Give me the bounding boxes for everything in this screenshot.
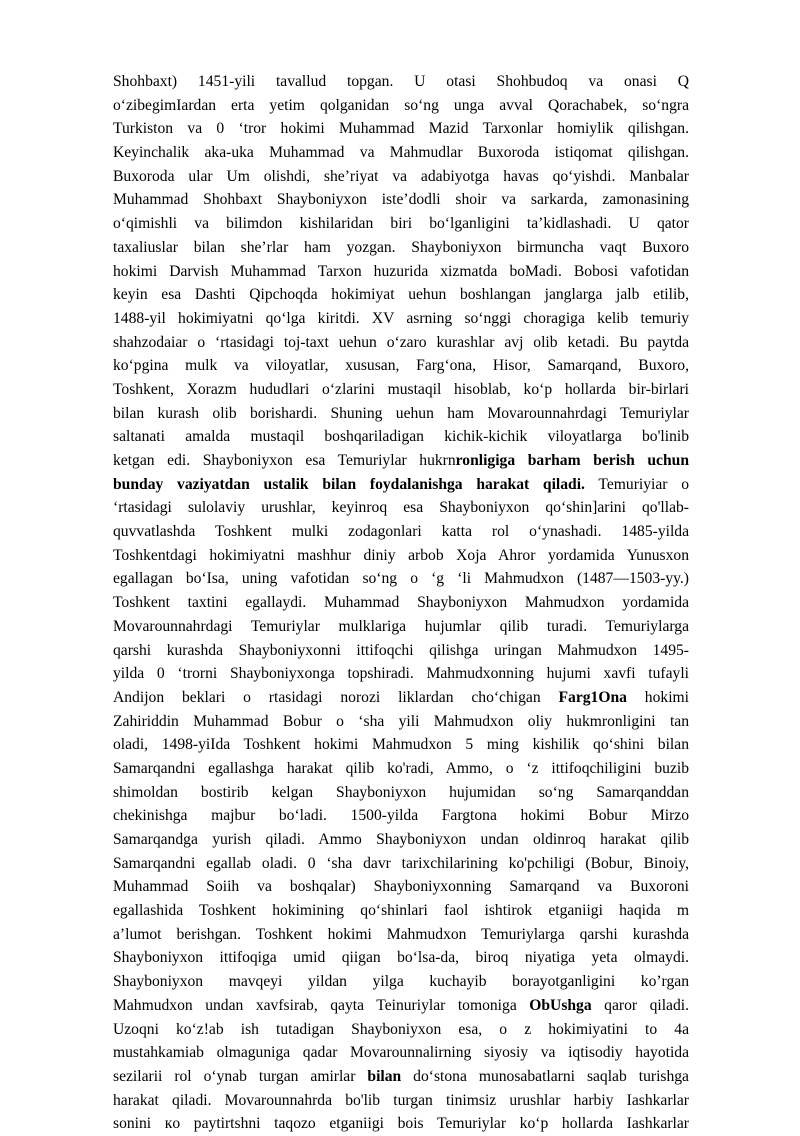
text-line bbox=[113, 544, 689, 568]
text-run: sezilarii rol o‘ynab turgan amirlar bbox=[113, 1067, 368, 1085]
document-body bbox=[113, 70, 689, 1136]
text-run: Mahmudxon undan xavfsirab, qayta Teinuriylar tomoniga bbox=[113, 996, 530, 1014]
text-line bbox=[113, 615, 689, 639]
bold-text: bilan bbox=[367, 1067, 402, 1085]
text-run: ‘rtasidagi sulolaviy urushlar, keyinroq esa Shayboniyxon qo‘shin]arini qo'llab- bbox=[113, 499, 689, 517]
text-line bbox=[113, 567, 689, 591]
text-run: Toshkentdagi hokimiyatni mashhur diniy arbob Xoja Ahror yordamida Yunusxon bbox=[113, 546, 689, 564]
text-run: Keyinchalik aka-uka Muhammad va Mahmudlar Buxoroda istiqomat qilishgan. bbox=[113, 144, 689, 162]
text-line bbox=[113, 141, 689, 165]
text-run: ko‘pgina mulk va viloyatlar, xususan, Farg‘ona, Hisor, Samarqand, Buxoro, bbox=[113, 357, 689, 375]
text-line bbox=[113, 212, 689, 236]
text-line bbox=[113, 852, 689, 876]
text-run: do‘stona munosabatlarni saqlab turishga bbox=[401, 1067, 689, 1085]
text-line bbox=[113, 639, 689, 663]
text-line bbox=[113, 994, 689, 1018]
text-line bbox=[113, 662, 689, 686]
text-run: egallagan bo‘Isa, uning vafotidan so‘ng o ‘g ‘li Mahmudxon (1487—1503-yy.) bbox=[113, 570, 689, 588]
text-line bbox=[113, 757, 689, 781]
text-run: Shayboniyxon mavqeyi yildan yilga kuchayib borayotganligini ko’rgan bbox=[113, 973, 689, 991]
text-line bbox=[113, 117, 689, 141]
text-line bbox=[113, 94, 689, 118]
text-run: yilda 0 ‘trorni Shayboniyxonga topshiradi. Mahmudxonning hujumi xavfi tufayli bbox=[113, 665, 689, 683]
text-run: Uzoqni ko‘z!ab ish tutadigan Shayboniyxon esa, o z hokimiyatini to 4a bbox=[113, 1020, 689, 1038]
text-line bbox=[113, 970, 689, 994]
text-line bbox=[113, 828, 689, 852]
text-line bbox=[113, 1041, 689, 1065]
text-run: quvvatlashda Toshkent mulki zodagonlari katta rol o‘ynashadi. 1485-yilda bbox=[113, 523, 689, 541]
text-line bbox=[113, 946, 689, 970]
text-run: ketgan edi. Shayboniyxon esa Temuriylar hukrn bbox=[113, 452, 456, 469]
text-run: Turkiston va 0 ‘tror hokimi Muhammad Mazid Tarxonlar homiylik qilishgan. bbox=[113, 120, 689, 138]
text-line bbox=[113, 733, 689, 757]
bold-text: ronligiga barham berish uchun bbox=[455, 452, 689, 469]
text-line bbox=[113, 473, 689, 497]
text-line bbox=[113, 70, 689, 94]
text-run: Andijon beklari o rtasidagi norozi liklardan cho‘chigan bbox=[113, 688, 559, 706]
text-line bbox=[113, 804, 689, 828]
text-run: taxaliuslar bilan she’rlar ham yozgan. Shayboniyxon birmuncha vaqt Buxoro bbox=[113, 238, 689, 256]
text-line bbox=[113, 1112, 689, 1136]
text-line bbox=[113, 425, 689, 449]
text-run: Samarqandga yurish qiladi. Ammo Shayboniyxon undan oldinroq harakat qilib bbox=[113, 831, 689, 848]
text-line bbox=[113, 899, 689, 923]
text-line bbox=[113, 283, 689, 307]
bold-text: ObUshga bbox=[529, 996, 592, 1014]
text-run: bilan kurash olib borishardi. Shuning uehun ham Movarounnahrdagi Temuriylar bbox=[113, 404, 689, 422]
text-run: a’lumot berishgan. Toshkent hokimi Mahmudxon Temuriylarga qarshi kurashda bbox=[113, 925, 689, 943]
text-run: qarshi kurashda Shayboniyxonni ittifoqchi qilishga uringan Mahmudxon 1495- bbox=[113, 641, 689, 659]
text-run: mustahkamiab olmaguniga qadar Movarounnalirning siyosiy va iqtisodiy hayotida bbox=[113, 1044, 689, 1062]
text-run: Muhammad Shohbaxt Shayboniyxon iste’dodli shoir va sarkarda, zamonasining bbox=[113, 191, 689, 209]
text-run: hokimi bbox=[626, 688, 689, 706]
text-run: Temuriyiar o bbox=[584, 475, 689, 493]
text-run: shimoldan bostirib kelgan Shayboniyxon hujumidan so‘ng Samarqanddan bbox=[113, 783, 689, 801]
text-line bbox=[113, 449, 689, 473]
text-run: keyin esa Dashti Qipchoqda hokimiyat uehun boshlangan janglarga jalb etilib, bbox=[113, 286, 689, 304]
text-line bbox=[113, 1065, 689, 1089]
text-run: shahzodaiar o ‘rtasidagi toj-taxt uehun o‘zaro kurashlar avj olib ketadi. Bu paytda bbox=[113, 333, 689, 351]
text-line bbox=[113, 236, 689, 260]
text-line bbox=[113, 923, 689, 947]
text-line bbox=[113, 1018, 689, 1042]
text-line bbox=[113, 307, 689, 331]
text-run: Movarounnahrdagi Temuriylar mulklariga hujumlar qilib turadi. Temuriylarga bbox=[113, 617, 689, 635]
text-run: Toshkent, Xorazm hududlari o‘zlarini mustaqil hisoblab, ko‘p hollarda bir-birlari bbox=[113, 380, 689, 398]
text-run: chekinishga majbur bo‘ladi. 1500-yilda Fargtona hokimi Bobur Mirzo bbox=[113, 807, 689, 825]
text-run: Zahiriddin Muhammad Bobur o ‘sha yili Mahmudxon oliy hukmronligini tan bbox=[113, 712, 689, 730]
text-line bbox=[113, 331, 689, 355]
text-run: Samarqandni egallab oladi. 0 ‘sha davr tarixchilarining ko'pchiligi (Bobur, Binoiy, bbox=[113, 854, 689, 872]
text-run: Buxoroda ular Um olishdi, she’riyat va adabiyotga havas qo‘yishdi. Manbalar bbox=[113, 167, 689, 185]
text-line bbox=[113, 875, 689, 899]
text-line bbox=[113, 1089, 689, 1113]
text-line bbox=[113, 710, 689, 734]
text-run: Muhammad Soiih va boshqalar) Shayboniyxonning Samarqand va Buxoroni bbox=[113, 878, 689, 896]
text-line bbox=[113, 402, 689, 426]
text-line bbox=[113, 520, 689, 544]
text-run: egallashida Toshkent hokimining qo‘shinlari faol ishtirok etganiigi haqida m bbox=[113, 902, 689, 920]
text-run: sonini кo paytirtshni taqozo etganiigi bois Temuriylar ko‘p hollarda Iashkarlar bbox=[113, 1115, 689, 1133]
text-run: qaror qiladi. bbox=[591, 996, 689, 1014]
text-run: oladi, 1498-yiIda Toshkent hokimi Mahmudxon 5 ming kishilik qo‘shini bilan bbox=[113, 736, 689, 754]
bold-text: bunday vaziyatdan ustalik bilan foydalanishga harakat qiladi. bbox=[113, 475, 585, 493]
text-line bbox=[113, 165, 689, 189]
text-line bbox=[113, 781, 689, 805]
text-run: 1488-yil hokimiyatni qo‘lga kiritdi. XV asrning so‘nggi choragiga kelib temuriy bbox=[113, 309, 689, 327]
text-run: o‘qimishli va bilimdon kishilaridan biri bo‘lganligini ta’kidlashadi. U qator bbox=[113, 215, 689, 233]
text-run: Shohbaxt) 1451-yili tavallud topgan. U otasi Shohbudoq va onasi Q bbox=[113, 73, 689, 90]
text-line bbox=[113, 378, 689, 402]
text-line bbox=[113, 591, 689, 615]
text-line bbox=[113, 496, 689, 520]
text-run: Shayboniyxon ittifoqiga umid qiigan bo‘lsa-da, biroq niyatiga yeta olmaydi. bbox=[113, 949, 689, 967]
text-run: harakat qiladi. Movarounnahrda bo'lib turgan tinimsiz urushlar harbiy Iashkarlar bbox=[113, 1091, 689, 1109]
bold-text: Farg1Ona bbox=[558, 688, 627, 706]
text-run: Toshkent taxtini egallaydi. Muhammad Shayboniyxon Mahmudxon yordamida bbox=[113, 594, 689, 612]
text-run: o‘zibegimIardan erta yetim qolganidan so‘ng unga avval Qorachabek, so‘ngra bbox=[113, 96, 689, 114]
text-line bbox=[113, 354, 689, 378]
text-line bbox=[113, 188, 689, 212]
text-run: saltanati amalda mustaqil boshqariladigan kichik-kichik viloyatlarga bo'linib bbox=[113, 428, 689, 446]
text-run: Samarqandni egallashga harakat qilib ko'radi, Ammo, o ‘z ittifoqchiligini buzib bbox=[113, 759, 689, 777]
text-line bbox=[113, 260, 689, 284]
text-run: hokimi Darvish Muhammad Tarxon huzurida xizmatda boMadi. Bobosi vafotidan bbox=[113, 262, 689, 280]
text-line bbox=[113, 686, 689, 710]
